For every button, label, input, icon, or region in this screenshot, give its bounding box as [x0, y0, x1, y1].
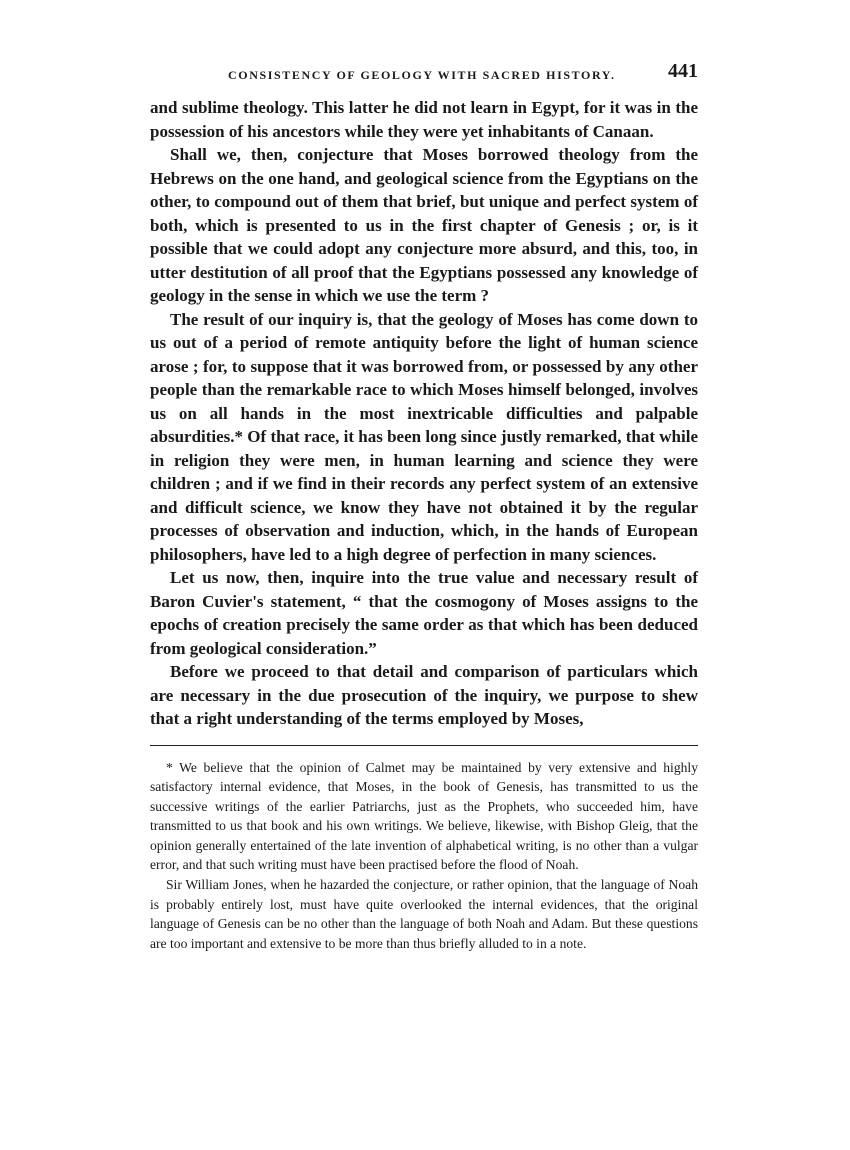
- running-header: [150, 60, 698, 88]
- footnote-divider: [150, 745, 698, 746]
- page-number: 441: [668, 60, 698, 82]
- main-text: [150, 96, 698, 731]
- body-paragraph: Shall we, then, conjecture that Moses borrowed theology from the Hebrews on the one hand, and geological science from the Egyptians on the other, to compound out of them that brief, but unique and perfect system of both, which is presented to us in the first chapter of Genesis ; or, is it possible that we could adopt any conjecture more absurd, and this, too, in utter destitution of all proof that the Egyptians possessed any knowledge of geology in the sense in which we use the term ?: [150, 145, 698, 305]
- footnote-paragraph: * We believe that the opinion of Calmet may be maintained by very extensive and highly satisfactory internal evidence, that Moses, in the book of Genesis, has transmitted to us the successive writings of the earlier Patriarchs, just as the Prophets, who succeeded him, have transmitted to us that book and his own writings. We believe, likewise, with Bishop Gleig, that the opinion generally entertained of the late invention of alphabetical writing, is no other than a vulgar error, and that such writing must have been practised before the flood of Noah.: [150, 759, 698, 873]
- footnotes: [150, 758, 698, 954]
- body-paragraph: Before we proceed to that detail and comparison of particulars which are necessary in the due prosecution of the inquiry, we purpose to shew that a right understanding of the terms employed by Moses,: [150, 662, 698, 728]
- body-paragraph: Let us now, then, inquire into the true value and necessary result of Baron Cuvier's statement, “ that the cosmogony of Moses assigns to the epochs of creation precisely the same order as that which has been deduced from geological consideration.”: [150, 568, 698, 658]
- body-paragraph: and sublime theology. This latter he did not learn in Egypt, for it was in the possession of his ancestors while they were yet inhabitants of Canaan.: [150, 98, 698, 141]
- body-paragraph: The result of our inquiry is, that the geology of Moses has come down to us out of a period of remote antiquity before the light of human science arose ; for, to suppose that it was borrowed from, or possessed by any other people than the remarkable race to which Moses himself belonged, involves us on all hands in the most inextricable difficulties and palpable absurdities.* Of that race, it has been long since justly remarked, that while in religion they were men, in human learning and science they were children ; and if we find in their records any perfect system of an extensive and difficult science, we know they have not obtained it by the regular processes of observation and induction, which, in the hands of European philosophers, have led to a high degree of perfection in many sciences.: [150, 309, 698, 564]
- footnote-paragraph: Sir William Jones, when he hazarded the conjecture, or rather opinion, that the language of Noah is probably entirely lost, must have quite overlooked the internal evidences, that the original language of Genesis can be no other than the language of both Noah and Adam. But these questions are too important and extensive to be more than thus briefly alluded to in a note.: [150, 877, 698, 951]
- book-page: [150, 60, 698, 953]
- running-title: CONSISTENCY OF GEOLOGY WITH SACRED HISTORY.: [228, 68, 616, 82]
